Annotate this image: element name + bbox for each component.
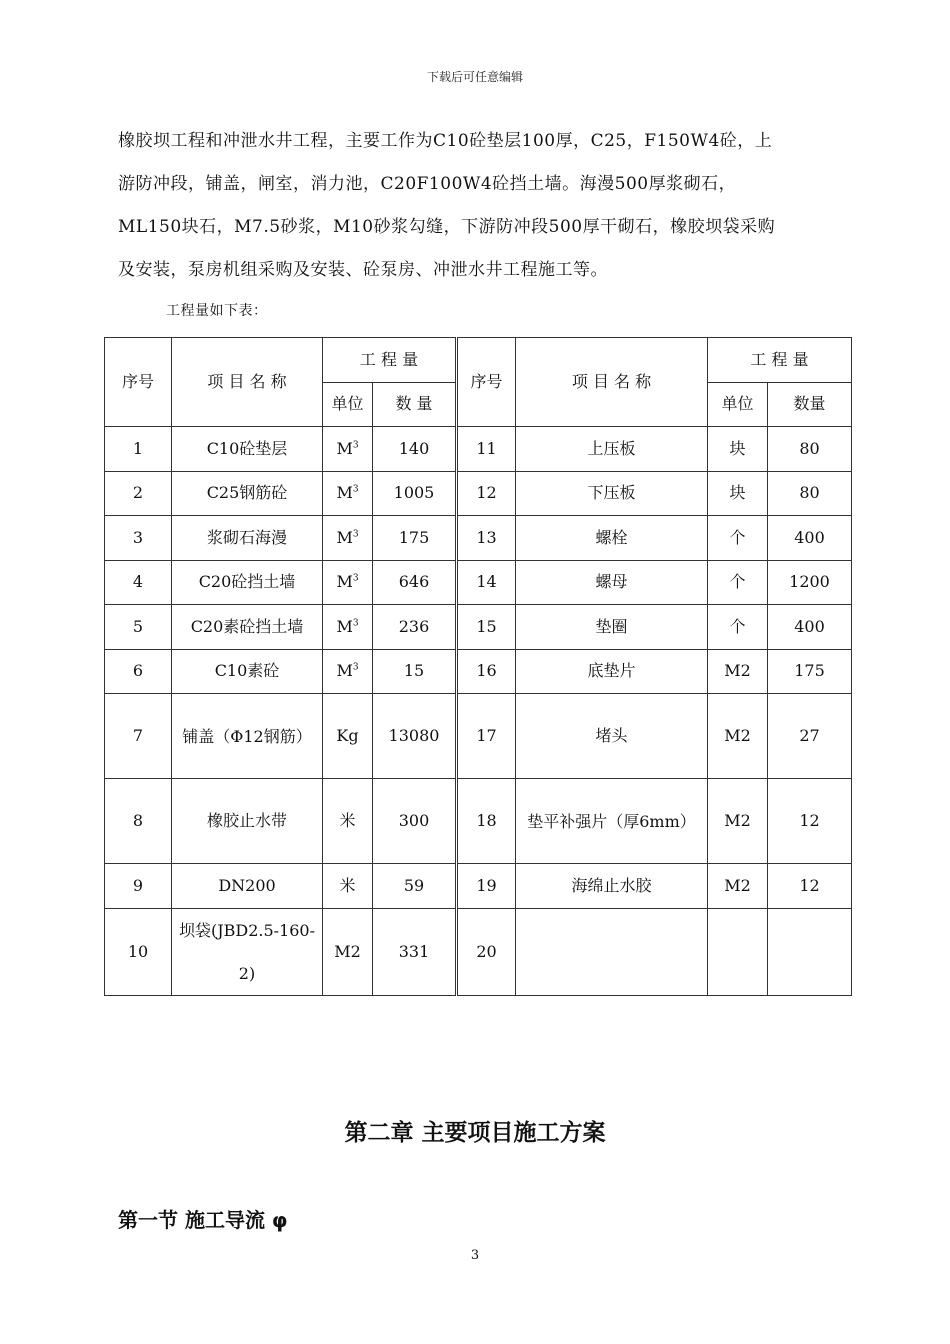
cell-unit (708, 694, 768, 779)
cell-seq-text: 16 (476, 661, 497, 681)
cell-quantity-text: 1005 (393, 483, 435, 503)
section-title: 第一节 施工导流 φ (118, 1208, 288, 1232)
cell-quantity-text: 80 (799, 483, 820, 503)
cell-unit-text: 块 (729, 483, 746, 503)
table-row (105, 649, 852, 694)
cell-quantity-text: 12 (799, 875, 820, 895)
cell-unit (323, 471, 373, 516)
cell-seq (457, 427, 516, 472)
cell-unit (323, 649, 373, 694)
cell-seq-text: 3 (132, 527, 144, 547)
cell-item-name-text: 浆砌石海漫 (206, 527, 287, 547)
cell-quantity (373, 908, 457, 995)
header-seq: 序号 (457, 338, 516, 427)
cell-item-name (172, 427, 323, 472)
cell-unit (323, 908, 373, 995)
cell-unit (708, 560, 768, 605)
cell-seq-text: 12 (476, 483, 497, 503)
cell-quantity (373, 694, 457, 779)
paragraph-line: 橡胶坝工程和冲泄水井工程，主要工作为C10砼垫层100厚，C25，F150W4砼，上 (118, 131, 773, 151)
cell-item-name (516, 427, 708, 472)
unit-superscript: 3 (352, 484, 359, 495)
cell-item-name (172, 605, 323, 650)
cell-seq (457, 908, 516, 995)
cell-quantity-text: 80 (799, 438, 820, 458)
cell-quantity (373, 649, 457, 694)
unit-superscript: 3 (352, 529, 359, 540)
cell-seq (105, 908, 172, 995)
cell-unit-text: 个 (729, 527, 746, 547)
unit-superscript: 3 (352, 662, 359, 673)
page-header-note: 下载后可任意编辑 (426, 70, 523, 84)
table-row (105, 471, 852, 516)
cell-quantity (373, 560, 457, 605)
cell-item-name-text: 下压板 (587, 483, 636, 503)
cell-quantity-text: 1200 (789, 572, 830, 592)
cell-unit-text: M2 (724, 726, 751, 745)
cell-quantity-text: 400 (794, 527, 825, 547)
cell-seq (105, 471, 172, 516)
cell-item-name (172, 694, 323, 779)
cell-item-name (516, 560, 708, 605)
unit-superscript: 3 (352, 618, 359, 629)
cell-quantity-text: 15 (403, 661, 425, 681)
cell-seq-text: 18 (476, 811, 497, 830)
table-row (105, 779, 852, 864)
cell-unit (708, 908, 768, 995)
cell-seq-text: 9 (132, 875, 144, 895)
cell-seq-text: 11 (476, 438, 497, 458)
cell-seq-text: 14 (476, 572, 497, 592)
cell-item-name (516, 864, 708, 909)
cell-item-name (172, 908, 323, 995)
cell-item-name-text: 垫平补强片（厚6mm） (527, 811, 696, 831)
cell-item-name-text: C20砼挡土墙 (198, 572, 296, 592)
cell-unit-text: 米 (339, 811, 356, 830)
cell-item-name-text: 堵头 (595, 726, 628, 745)
cell-item-name (172, 779, 323, 864)
cell-item-name-text: 螺母 (595, 572, 628, 592)
cell-unit-text: M2 (724, 811, 751, 830)
paragraph-line: ML150块石，M7.5砂浆，M10砂浆勾缝，下游防冲段500厚干砌石，橡胶坝袋采购 (118, 217, 776, 237)
cell-seq-text: 1 (132, 438, 144, 458)
cell-quantity (768, 779, 852, 864)
cell-seq-text: 7 (132, 726, 144, 745)
cell-unit-text: M (336, 527, 353, 547)
cell-quantity (768, 427, 852, 472)
cell-seq (457, 516, 516, 561)
cell-unit (708, 427, 768, 472)
cell-item-name (516, 471, 708, 516)
unit-superscript: 3 (352, 440, 359, 451)
cell-item-name-text: 上压板 (587, 438, 636, 458)
cell-quantity (373, 516, 457, 561)
cell-seq (105, 779, 172, 864)
cell-unit-text: M (336, 438, 353, 458)
table-caption: 工程量如下表： (166, 303, 268, 319)
cell-item-name-text: 螺栓 (595, 527, 628, 547)
cell-item-name (516, 649, 708, 694)
cell-item-name (516, 605, 708, 650)
cell-seq (105, 560, 172, 605)
table-row (105, 427, 852, 472)
cell-seq (105, 516, 172, 561)
cell-quantity-text: 175 (794, 661, 825, 681)
header-amount: 数 量 (373, 382, 457, 427)
cell-unit (323, 605, 373, 650)
cell-quantity (373, 471, 457, 516)
cell-seq (105, 605, 172, 650)
cell-unit (708, 864, 768, 909)
cell-item-name-text: 坝袋(JBD2.5-160-2) (178, 920, 316, 983)
cell-seq-text: 8 (132, 811, 144, 830)
cell-unit (708, 605, 768, 650)
cell-item-name (172, 649, 323, 694)
cell-unit-text: 米 (339, 875, 356, 895)
cell-quantity-text: 300 (398, 811, 430, 830)
cell-seq-text: 4 (132, 572, 144, 592)
cell-quantity-text: 140 (398, 438, 430, 458)
header-quantity: 工 程 量 (323, 338, 457, 383)
cell-item-name (516, 516, 708, 561)
cell-item-name-text: C10砼垫层 (206, 438, 288, 458)
cell-item-name-text: 垫圈 (595, 616, 628, 636)
cell-quantity (373, 605, 457, 650)
cell-quantity-text: 59 (403, 875, 425, 895)
cell-seq (457, 560, 516, 605)
cell-seq-text: 5 (132, 616, 144, 636)
cell-item-name-text: C20素砼挡土墙 (190, 616, 304, 636)
cell-unit (323, 516, 373, 561)
cell-unit-text: 块 (729, 438, 746, 458)
header-item-name: 项 目 名 称 (516, 338, 708, 427)
table-row (105, 516, 852, 561)
cell-unit-text: 个 (729, 616, 746, 636)
cell-unit-text: M2 (724, 875, 751, 895)
cell-seq (105, 864, 172, 909)
cell-quantity (768, 471, 852, 516)
cell-quantity (768, 605, 852, 650)
header-seq: 序号 (105, 338, 172, 427)
cell-seq (105, 694, 172, 779)
cell-unit-text: Kg (336, 726, 359, 745)
cell-unit (708, 516, 768, 561)
cell-item-name (172, 560, 323, 605)
cell-quantity-text: 331 (398, 941, 430, 961)
table-row (105, 864, 852, 909)
table-row (105, 560, 852, 605)
cell-quantity (768, 694, 852, 779)
cell-quantity (373, 864, 457, 909)
cell-seq (457, 864, 516, 909)
cell-seq-text: 6 (132, 661, 144, 681)
cell-item-name-text: 底垫片 (587, 661, 636, 681)
cell-unit (323, 779, 373, 864)
cell-quantity (768, 649, 852, 694)
cell-quantity (768, 516, 852, 561)
cell-unit (323, 560, 373, 605)
cell-item-name (172, 516, 323, 561)
cell-quantity (373, 427, 457, 472)
cell-quantity (768, 864, 852, 909)
cell-unit (708, 649, 768, 694)
cell-seq (457, 779, 516, 864)
cell-unit-text: M (336, 572, 353, 592)
cell-unit-text: M2 (724, 661, 751, 681)
cell-item-name-text: C25钢筋砼 (206, 483, 288, 503)
header-unit: 单位 (708, 382, 768, 427)
table-row (105, 694, 852, 779)
cell-item-name (516, 694, 708, 779)
cell-seq-text: 13 (476, 527, 497, 547)
table-row (105, 908, 852, 995)
table-header-row (105, 338, 852, 383)
cell-seq (457, 471, 516, 516)
cell-seq (457, 605, 516, 650)
cell-unit (708, 471, 768, 516)
cell-unit-text: M (336, 483, 353, 503)
cell-quantity-text: 646 (398, 572, 430, 592)
cell-seq-text: 20 (476, 941, 497, 961)
paragraph-line: 及安装，泵房机组采购及安装、砼泵房、冲泄水井工程施工等。 (118, 260, 608, 280)
cell-unit-text: M2 (334, 941, 361, 961)
cell-quantity (373, 779, 457, 864)
cell-quantity-text: 27 (799, 726, 820, 745)
cell-quantity (768, 560, 852, 605)
cell-unit-text: M (336, 616, 353, 636)
cell-item-name-text: 橡胶止水带 (206, 811, 287, 830)
cell-seq-text: 17 (476, 726, 497, 745)
cell-seq-text: 19 (476, 875, 497, 895)
cell-quantity-text: 12 (799, 811, 820, 830)
cell-seq (105, 649, 172, 694)
body-paragraph (118, 120, 858, 292)
unit-superscript: 3 (352, 573, 359, 584)
cell-unit-text: 个 (729, 572, 746, 592)
header-amount: 数量 (768, 382, 852, 427)
cell-item-name (172, 864, 323, 909)
cell-quantity-text: 175 (398, 527, 430, 547)
page-number: 3 (470, 1248, 480, 1263)
cell-seq (457, 649, 516, 694)
cell-item-name-text: 海绵止水胶 (571, 875, 652, 895)
cell-item-name (516, 779, 708, 864)
cell-unit-text: M (336, 661, 353, 681)
cell-item-name-text: DN200 (218, 875, 276, 895)
cell-seq-text: 2 (132, 483, 144, 503)
cell-quantity-text: 236 (398, 616, 430, 636)
cell-quantity-text: 13080 (388, 726, 440, 745)
cell-item-name (172, 471, 323, 516)
cell-seq-text: 15 (476, 616, 497, 636)
quantity-table (104, 337, 852, 996)
cell-quantity (768, 908, 852, 995)
header-quantity: 工 程 量 (708, 338, 852, 383)
cell-quantity-text: 400 (794, 616, 825, 636)
cell-item-name-text: C10素砼 (214, 661, 280, 681)
cell-item-name (516, 908, 708, 995)
cell-item-name-text: 铺盖（Φ12钢筋） (182, 726, 312, 746)
header-item-name: 项 目 名 称 (172, 338, 323, 427)
chapter-title: 第二章 主要项目施工方案 (344, 1120, 606, 1146)
cell-seq (105, 427, 172, 472)
paragraph-line: 游防冲段，铺盖，闸室，消力池，C20F100W4砼挡土墙。海漫500厚浆砌石， (118, 174, 737, 194)
cell-unit (708, 779, 768, 864)
header-unit: 单位 (323, 382, 373, 427)
cell-seq-text: 10 (127, 941, 149, 961)
cell-unit (323, 427, 373, 472)
cell-seq (457, 694, 516, 779)
cell-unit (323, 694, 373, 779)
table-row (105, 605, 852, 650)
cell-unit (323, 864, 373, 909)
